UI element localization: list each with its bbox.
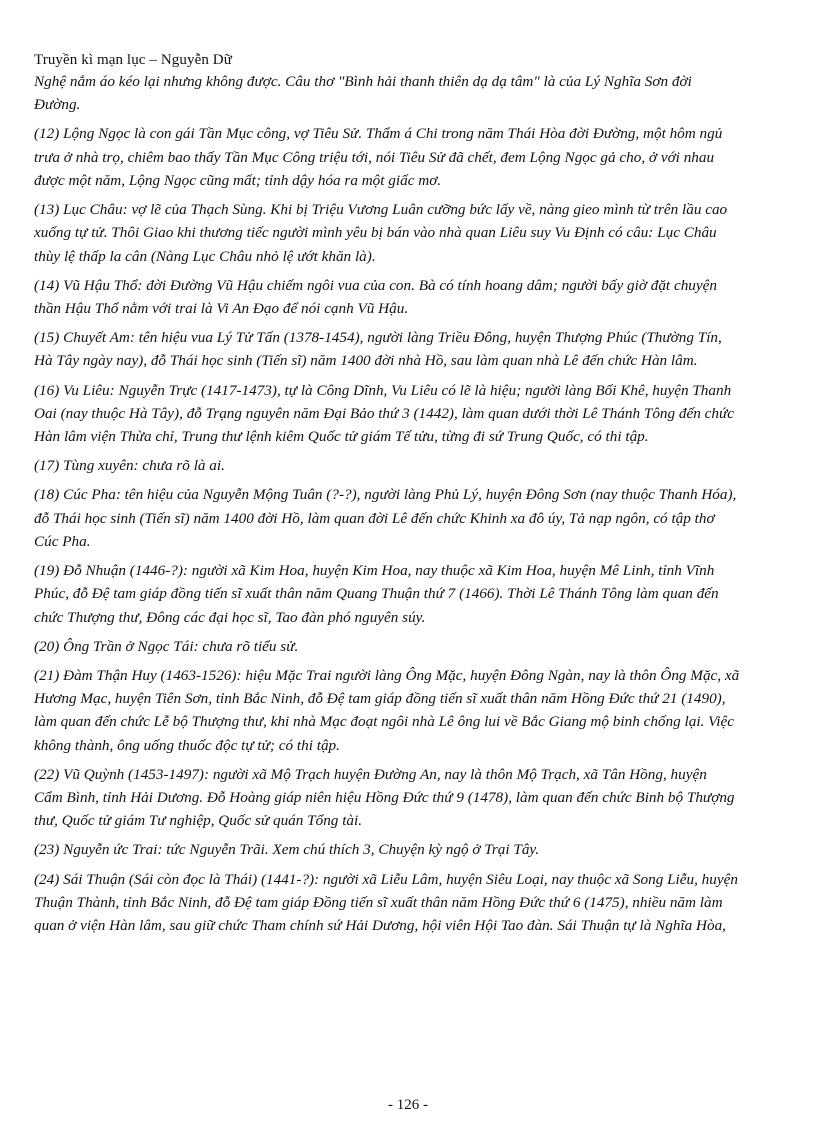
note-paragraph [34, 70, 786, 117]
note-paragraph [34, 379, 786, 449]
text-line: Cúc Pha. [34, 532, 91, 550]
note-paragraph [34, 274, 786, 321]
text-line: Oai (nay thuộc Hà Tây), đỗ Trạng nguyên năm Đại Bảo thứ 3 (1442), làm quan dưới thời Lê Thánh Tông đến chức [34, 404, 734, 422]
text-line: (21) Đàm Thận Huy (1463-1526): hiệu Mặc Trai người làng Ông Mặc, huyện Đông Ngàn, nay là thôn Ông Mặc, xã [34, 666, 740, 684]
notes-body [34, 70, 786, 943]
note-paragraph [34, 868, 786, 938]
text-line: không thành, ông uống thuốc độc tự tử; có thi tập. [34, 736, 340, 754]
text-line: (19) Đỗ Nhuận (1446-?): người xã Kim Hoa, huyện Kim Hoa, nay thuộc xã Kim Hoa, huyện Mê Linh, tỉnh Vĩnh [34, 562, 715, 580]
text-line: trưa ở nhà trọ, chiêm bao thấy Tần Mục Công triệu tới, nói Tiêu Sử đã chết, đem Lộng Ngọc gả cho, ở với nhau [34, 148, 715, 166]
note-paragraph [34, 559, 786, 629]
text-line: thư, Quốc tử giám Tư nghiệp, Quốc sử quán Tổng tài. [34, 812, 363, 830]
text-line: (18) Cúc Pha: tên hiệu của Nguyễn Mộng Tuân (?-?), người làng Phủ Lý, huyện Đông Sơn (nay thuộc Thanh Hóa), [34, 486, 737, 504]
page-number: - 126 - [388, 1097, 428, 1113]
text-line: (17) Tùng xuyên: chưa rõ là ai. [34, 457, 225, 475]
text-line: Cẩm Bình, tỉnh Hải Dương. Đỗ Hoàng giáp niên hiệu Hồng Đức thứ 9 (1478), làm quan đến chức Binh bộ Thượng [34, 789, 735, 807]
text-line: Thuận Thành, tỉnh Bắc Ninh, đỗ Đệ tam giáp Đồng tiến sĩ xuất thân năm Hồng Đức thứ 6 (1475), nhiều năm làm [34, 893, 723, 911]
text-line: Hương Mạc, huyện Tiên Sơn, tỉnh Bắc Ninh, đỗ Đệ tam giáp đồng tiến sĩ xuất thân năm Hồng Đức thứ 21 (1490), [34, 690, 726, 708]
text-line: đỗ Thái học sinh (Tiến sĩ) năm 1400 đời Hồ, làm quan đời Lê đến chức Khinh xa đô úy, Tả nạp ngôn, có tập thơ [34, 509, 715, 527]
text-line: Nghệ nắm áo kéo lại nhưng không được. Câu thơ "Bình hải thanh thiên dạ dạ tâm" là của Lý Nghĩa Sơn đời [34, 73, 692, 90]
text-line: (14) Vũ Hậu Thổ: đời Đường Vũ Hậu chiếm ngôi vua của con. Bà có tính hoang dâm; người bấy giờ đặt chuyện [34, 276, 717, 294]
text-line: Phúc, đỗ Đệ tam giáp đồng tiến sĩ xuất thân năm Quang Thuận thứ 7 (1466). Thời Lê Thánh Tông làm quan đến [34, 585, 719, 603]
text-line: Hà Tây ngày nay), đỗ Thái học sinh (Tiến sĩ) năm 1400 đời nhà Hồ, sau làm quan nhà Lê đến chức Hàn lâm. [34, 352, 698, 370]
text-line: Đường. [34, 96, 81, 114]
text-line: làm quan đến chức Lễ bộ Thượng thư, khi nhà Mạc đoạt ngôi nhà Lê ông lui về Bắc Giang mộ binh chống lại. Việc [34, 713, 734, 731]
note-paragraph [34, 122, 786, 192]
text-line: (15) Chuyết Am: tên hiệu vua Lý Tử Tấn (1378-1454), người làng Triều Đông, huyện Thượng Phúc (Thường Tín, [34, 329, 722, 347]
text-line: thùy lệ thấp la cân (Nàng Lục Châu nhỏ lệ ướt khăn là). [34, 247, 376, 265]
text-line: (16) Vu Liêu: Nguyễn Trực (1417-1473), tự là Công Dĩnh, Vu Liêu có lẽ là hiệu; người làng Bối Khê, huyện Thanh [34, 381, 732, 399]
note-paragraph [34, 326, 786, 373]
text-line: quan ở viện Hàn lâm, sau giữ chức Tham chính sứ Hải Dương, hội viên Hội Tao đàn. Sái Thuận tự là Nghĩa Hòa, [34, 917, 726, 935]
text-line: Hàn lâm viện Thừa chỉ, Trung thư lệnh kiêm Quốc tử giám Tế tửu, từng đi sứ Trung Quốc, có thi tập. [34, 428, 649, 446]
text-line: xuống tự tử. Thôi Giao khi thương tiếc người mình yêu bị bán vào nhà quan Liêu suy Vu Định có câu: Lục Châu [34, 224, 717, 242]
text-line: (12) Lộng Ngọc là con gái Tần Mục công, vợ Tiêu Sử. Thẩm á Chi trong năm Thái Hòa đời Đường, một hôm ngủ [34, 125, 723, 143]
note-paragraph [34, 454, 786, 477]
note-paragraph [34, 635, 786, 658]
note-paragraph [34, 838, 786, 861]
note-paragraph [34, 483, 786, 553]
text-line: được một năm, Lộng Ngọc cũng mất; tỉnh dậy hóa ra một giấc mơ. [34, 171, 442, 189]
note-paragraph [34, 664, 786, 757]
running-header: Truyền kì mạn lục – Nguyễn Dữ [34, 52, 232, 68]
text-line: (20) Ông Trần ở Ngọc Tái: chưa rõ tiểu sử. [34, 637, 299, 655]
text-line: (13) Lục Châu: vợ lẽ của Thạch Sùng. Khi bị Triệu Vương Luân cưỡng bức lấy về, nàng gieo mình từ trên lầu cao [34, 201, 728, 219]
text-line: (23) Nguyễn ức Trai: tức Nguyễn Trãi. Xem chú thích 3, Chuyện kỳ ngộ ở Trại Tây. [34, 841, 540, 859]
text-line: (22) Vũ Quỳnh (1453-1497): người xã Mộ Trạch huyện Đường An, nay là thôn Mộ Trạch, xã Tân Hồng, huyện [34, 765, 707, 783]
note-paragraph [34, 198, 786, 268]
text-line: thần Hậu Thổ nằm với trai là Vi An Đạo để nói cạnh Vũ Hậu. [34, 300, 409, 318]
note-paragraph [34, 763, 786, 833]
text-line: (24) Sái Thuận (Sái còn đọc là Thái) (1441-?): người xã Liễu Lâm, huyện Siêu Loại, nay thuộc xã Song Liễu, huyện [34, 870, 738, 888]
text-line: chức Thượng thư, Đông các đại học sĩ, Tao đàn phó nguyên súy. [34, 608, 426, 626]
